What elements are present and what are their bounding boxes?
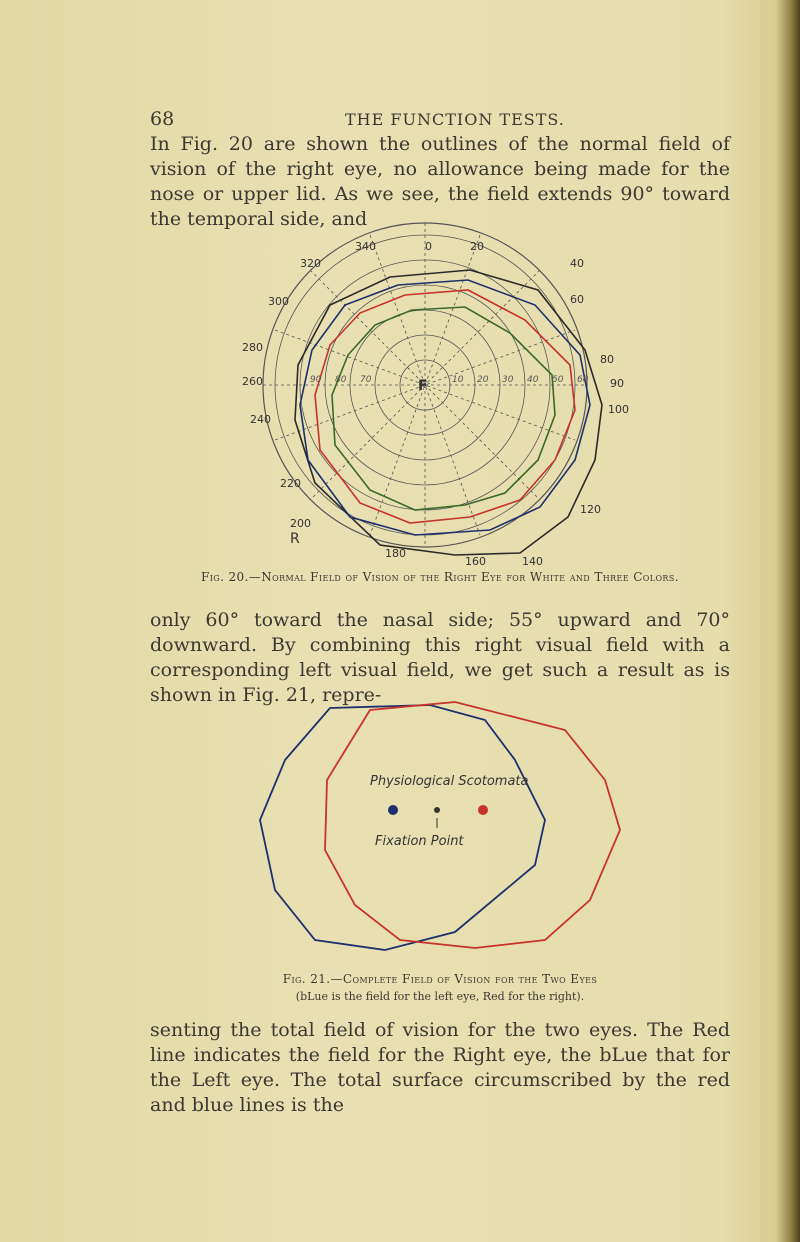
ring-label-50: 50: [552, 375, 564, 385]
meridian-label-260: 260: [242, 375, 263, 388]
fixation-label: F: [418, 378, 428, 394]
meridian-label-120: 120: [580, 503, 601, 516]
meridian-label-80: 80: [600, 353, 614, 366]
meridian-label-60: 60: [570, 293, 584, 306]
fixation-dot: [434, 807, 440, 813]
figure-21-binocular-field: [245, 700, 635, 960]
meridian-label-140: 140: [522, 555, 543, 568]
left-eye-field-outline: [260, 705, 545, 950]
eye-label: R: [290, 531, 300, 547]
ring-label-90: 90: [310, 375, 322, 385]
meridian-label-160: 160: [465, 555, 486, 568]
blue-field-outline: [300, 280, 590, 535]
ring-label-30: 30: [502, 375, 514, 385]
figure-20-perimetry-chart: [240, 240, 640, 580]
meridian-label-0: 0: [425, 240, 432, 253]
meridian-label-180: 180: [385, 547, 406, 560]
white-field-outline: [295, 270, 602, 555]
meridian-label-90: 90: [610, 377, 624, 390]
scotomata-label: Physiological Scotomata: [370, 774, 529, 789]
figure-21-subcaption: (bLue is the field for the left eye, Red for the right).: [295, 990, 585, 1003]
ring-label-20: 20: [477, 375, 489, 385]
paragraph-3: senting the total field of vision for the two eyes. The Red line indicates the field for the Right eye, the bLue that for the Left eye. The total surface circumscribed by the red and blue lines is the: [150, 1019, 730, 1116]
meridian-label-280: 280: [242, 341, 263, 354]
meridian-label-100: 100: [608, 403, 629, 416]
meridian-label-240: 240: [250, 413, 271, 426]
meridian-label-40: 40: [570, 257, 584, 270]
green-field-outline: [332, 307, 555, 510]
ring-label-80: 80: [335, 375, 347, 385]
meridian-label-300: 300: [268, 295, 289, 308]
ring-label-40: 40: [527, 375, 539, 385]
meridian-label-200: 200: [290, 517, 311, 530]
meridian-label-20: 20: [470, 240, 484, 253]
figure-21-caption: Fig. 21.—Complete Field of Vision for the Two Eyes: [282, 972, 598, 986]
meridian-label-320: 320: [300, 257, 321, 270]
figure-20-caption: Fig. 20.—Normal Field of Vision of the Right Eye for White and Three Colors.: [201, 570, 679, 584]
paragraph-2: only 60° toward the nasal side; 55° upward and 70° downward. By combining this right visual field with a corresponding left visual field, we get such a result as is shown in Fig. 21, repre-: [150, 609, 730, 706]
paragraph-1: In Fig. 20 are shown the outlines of the normal field of vision of the right eye, no allowance being made for the nose or upper lid. As we see, the field extends 90° toward the temporal side, and: [150, 133, 730, 230]
right-eye-field-outline: [325, 702, 620, 948]
fixation-point-label: Fixation Point: [375, 834, 464, 849]
ring-label-70: 70: [360, 375, 372, 385]
meridian-label-220: 220: [280, 477, 301, 490]
running-title: THE FUNCTION TESTS.: [345, 110, 565, 129]
meridian-label-340: 340: [355, 240, 376, 253]
left-blind-spot: [388, 805, 398, 815]
ring-label-60: 60: [577, 375, 589, 385]
page-header: [0, 108, 800, 134]
page-number: 68: [150, 108, 175, 130]
figure-20-field-outlines: [295, 270, 602, 555]
right-blind-spot: [478, 805, 488, 815]
ring-label-10: 10: [452, 375, 464, 385]
